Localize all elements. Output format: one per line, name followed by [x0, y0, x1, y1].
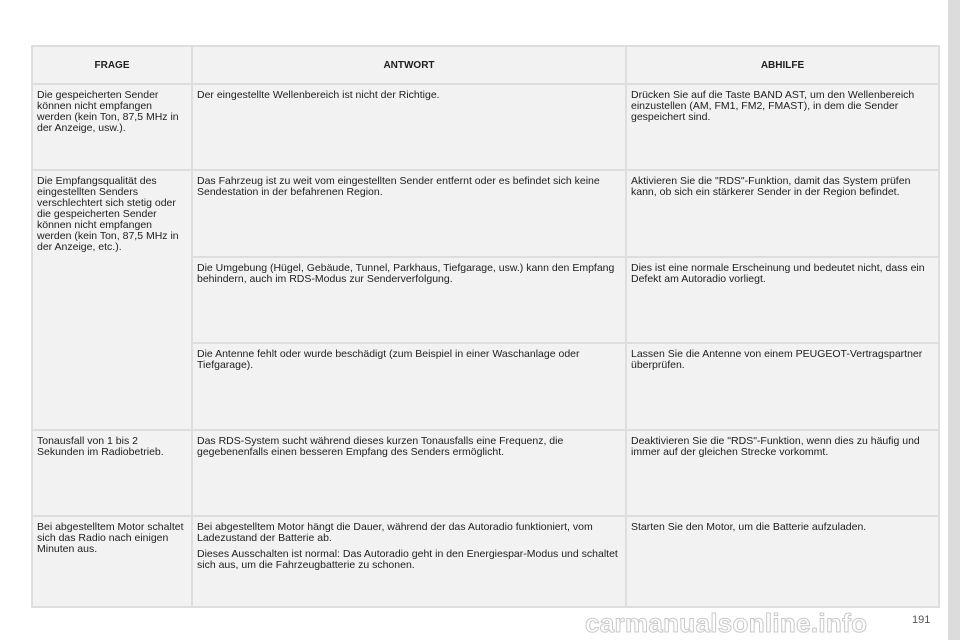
cell-antwort: Der eingestellte Wellenbereich ist nicht der Richtige.	[193, 85, 625, 169]
cell-abhilfe: Lassen Sie die Antenne von einem PEUGEOT-Vertragspartner überprüfen.	[627, 344, 938, 428]
header-row	[33, 47, 938, 83]
cell-abhilfe: Starten Sie den Motor, um die Batterie aufzuladen.	[627, 517, 938, 606]
cell-frage: Die Empfangsqualität des eingestellten Senders verschlechtert sich stetig oder die gespeicherten Sender können nicht empfangen werden (kein Ton, 87,5 MHz in der Anzeige, etc.).	[33, 171, 191, 428]
cell-antwort: Das Fahrzeug ist zu weit vom eingestellten Sender entfernt oder es befindet sich keine Sendestation in der befahrenen Region.	[193, 171, 625, 255]
table-row	[33, 85, 938, 169]
cell-abhilfe: Aktivieren Sie die "RDS"-Funktion, damit das System prüfen kann, ob sich ein stärkerer Sender in der Region befindet.	[627, 171, 938, 255]
cell-antwort	[193, 517, 625, 606]
cell-antwort: Die Umgebung (Hügel, Gebäude, Tunnel, Parkhaus, Tiefgarage, usw.) kann den Empfang behindern, auch im RDS-Modus zur Senderverfolgung.	[193, 258, 625, 342]
cell-frage: Tonausfall von 1 bis 2 Sekunden im Radiobetrieb.	[33, 431, 191, 515]
cell-antwort: Die Antenne fehlt oder wurde beschädigt (zum Beispiel in einer Waschanlage oder Tiefgarage).	[193, 344, 625, 428]
cell-abhilfe: Drücken Sie auf die Taste BAND AST, um den Wellenbereich einzustellen (AM, FM1, FM2, FMAST), in dem die Sender gespeichert sind.	[627, 85, 938, 169]
table-row	[33, 431, 938, 515]
cell-abhilfe: Dies ist eine normale Erscheinung und bedeutet nicht, dass ein Defekt am Autoradio vorliegt.	[627, 258, 938, 342]
cell-frage: Die gespeicherten Sender können nicht empfangen werden (kein Ton, 87,5 MHz in der Anzeige, usw.).	[33, 85, 191, 169]
answer-paragraph: Bei abgestelltem Motor hängt die Dauer, während der das Autoradio funktioniert, vom Ladezustand der Batterie ab.	[197, 521, 593, 545]
header-frage: FRAGE	[33, 47, 191, 83]
cell-abhilfe: Deaktivieren Sie die "RDS"-Funktion, wenn dies zu häufig und immer auf der gleichen Strecke vorkommt.	[627, 431, 938, 515]
watermark: carmanualsonline.info	[585, 608, 868, 638]
answer-paragraph: Dieses Ausschalten ist normal: Das Autoradio geht in den Energiespar-Modus und schaltet sich aus, um die Fahrzeugbatterie zu schonen.	[197, 548, 618, 572]
header-abhilfe: ABHILFE	[627, 47, 938, 83]
page-number: 191	[912, 614, 931, 626]
table-row	[33, 171, 938, 255]
header-antwort: ANTWORT	[193, 47, 625, 83]
cell-frage: Bei abgestelltem Motor schaltet sich das Radio nach einigen Minuten aus.	[33, 517, 191, 606]
table-row	[33, 517, 938, 606]
faq-table	[31, 45, 940, 608]
page-edge-strip	[948, 0, 960, 640]
cell-antwort: Das RDS-System sucht während dieses kurzen Tonausfalls eine Frequenz, die gegebenenfalls einen besseren Empfang des Senders ermöglicht.	[193, 431, 625, 515]
